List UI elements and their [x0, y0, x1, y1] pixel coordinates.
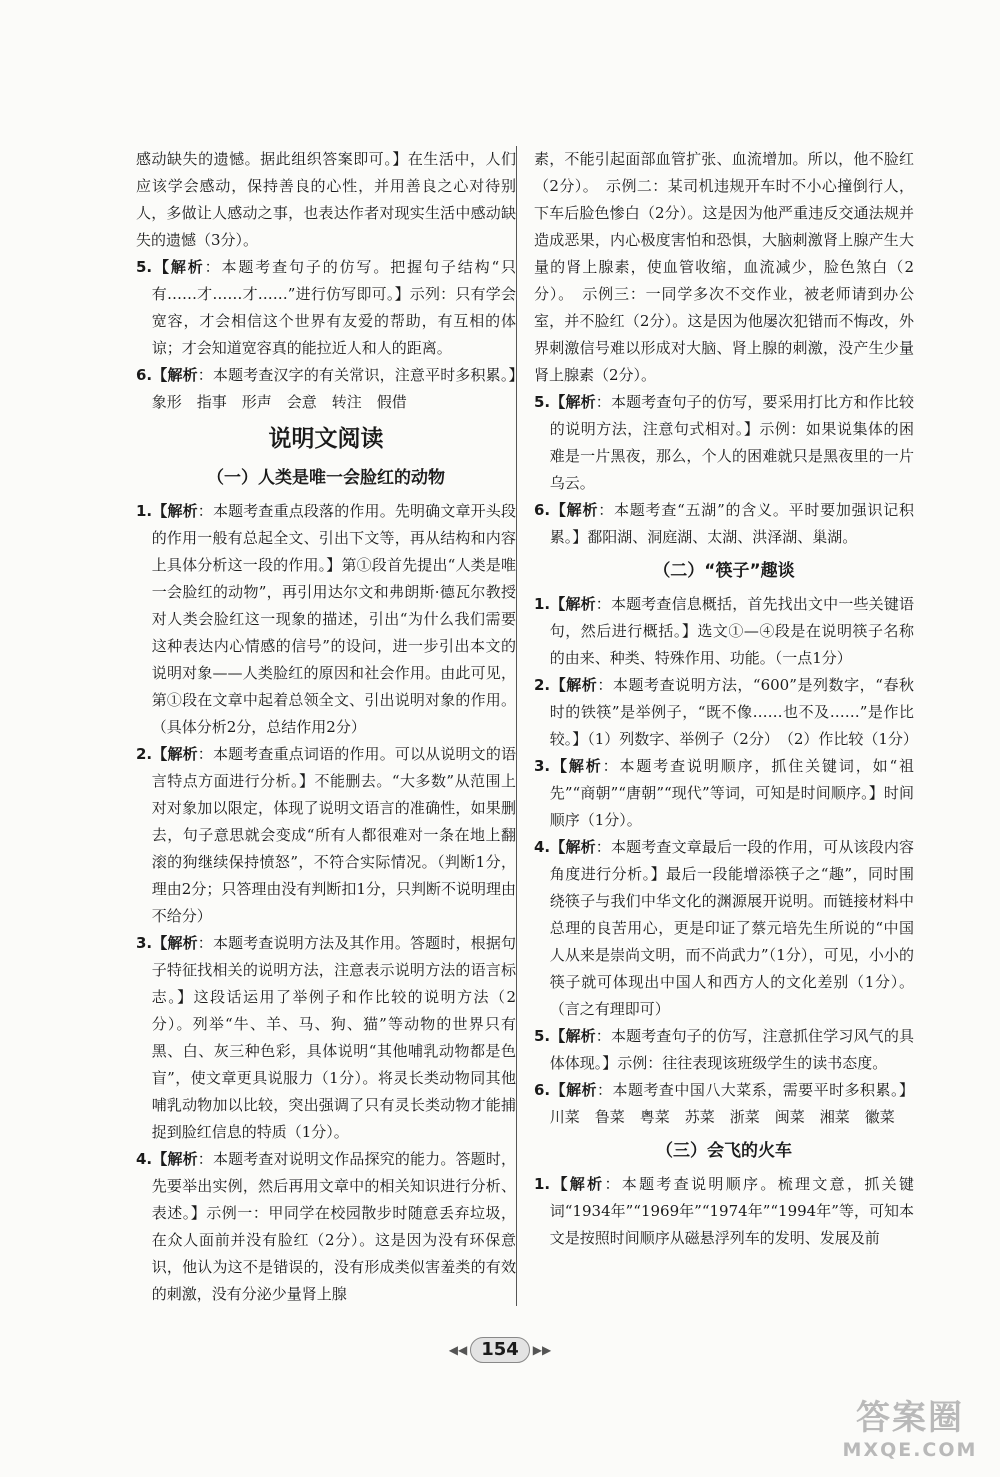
column-divider	[516, 146, 517, 1306]
item-text: ：本题考查句子的仿写。把握句子结构“只有……才……才……”进行仿写即可。】示列：只有学会宽容，才会相信这个世界有友爱的帮助，有互相的体谅；才会知道宽容真的能拉近人和人的距离。	[151, 258, 516, 357]
continued-answer: 素，不能引起面部血管扩张、血流增加。所以，他不脸红（2分）。 示例二：某司机违规开车时不小心撞倒行人，下车后脸色惨白（2分）。这是因为他严重违反交通法规并造成恶果，内心极度害怕和恐惧，大脑刺激肾上腺产生大量的肾上腺素，使血管收缩，血流减少，脸色煞白（2分）。 示例三：一同学多次不交作业，被老师请到办公室，并不脸红（2分）。这是因为他屡次犯错而不悔改，外界刺激信号难以形成对大脑、肾上腺的刺激，没产生少量肾上腺素（2分）。	[534, 150, 914, 384]
analysis-label: 【解析	[152, 502, 198, 520]
analysis-label: 【解析	[152, 745, 198, 763]
item-number: 6.	[534, 1081, 551, 1099]
item-text: ：本题考查句子的仿写，要采用打比方和作比较的说明方法，注意句式相对。】示例：如果说集体的困难是一片黑夜，那么，个人的困难就只是黑夜里的一片乌云。	[549, 393, 914, 492]
answer-item	[534, 389, 914, 497]
analysis-label: 【解析	[550, 501, 599, 519]
item-number: 4.	[534, 838, 551, 856]
analysis-label: 【解析	[550, 595, 596, 613]
item-number: 3.	[534, 757, 551, 775]
analysis-label: 【解析	[550, 1027, 596, 1045]
answer-item	[534, 497, 914, 551]
section-title: 说明文阅读	[268, 426, 384, 452]
item-text: ：本题考查信息概括，首先找出文中一些关键语句，然后进行概括。】选文①—④段是在说明筷子名称的由来、种类、特殊作用、功能。（一点1分）	[549, 595, 914, 667]
item-text: ：本题考查重点段落的作用。先明确文章开头段的作用一般有总起全文、引出下文等，再从结构和内容上具体分析这一段的作用。】第①段首先提出“人类是唯一会脸红的动物”，再引用达尔文和弗朗斯·德瓦尔教授对人类会脸红这一现象的描述，引出“为什么我们需要这种表达内心情感的信号”的设问，进一步引出本文的说明对象——人类脸红的原因和社会作用。由此可见，第①段在文章中起着总领全文、引出说明对象的作用。（具体分析2分，总结作用2分）	[151, 502, 516, 736]
answer-item	[534, 1077, 914, 1131]
answer-item	[136, 930, 516, 1146]
answer-item	[534, 753, 914, 834]
item-number: 2.	[136, 745, 153, 763]
item-text: ：本题考查说明顺序，抓住关键词，如“祖先”“商朝”“唐朝”“现代”等词，可知是时间顺序。】时间顺序（1分）。	[549, 757, 914, 829]
analysis-label: 【解析	[152, 258, 205, 276]
arrow-left-icon: ◀◀	[448, 1343, 468, 1357]
answer-item	[136, 741, 516, 930]
item-number: 5.	[534, 393, 551, 411]
analysis-label: 【解析	[152, 1150, 198, 1168]
continued-answer: 感动缺失的遗憾。据此组织答案即可。】在生活中，人们应该学会感动，保持善良的心性，并用善良之心对待别人，多做让人感动之事，也表达作者对现实生活中感动缺失的遗憾（3分）。	[136, 150, 516, 249]
item-number: 6.	[136, 366, 153, 384]
item-number: 1.	[136, 502, 153, 520]
analysis-label: 【解析	[550, 1175, 605, 1193]
page-number-badge	[448, 1335, 552, 1365]
analysis-label: 【解析	[550, 393, 596, 411]
answer-item	[136, 362, 516, 416]
item-text: ：本题考查句子的仿写，注意抓住学习风气的具体体现。】示例：往往表现该班级学生的读书态度。	[549, 1027, 914, 1072]
analysis-label: 【解析	[152, 934, 198, 952]
item-text: ：本题考查文章最后一段的作用，可从该段内容角度进行分析。】最后一段能增添筷子之“趣”，同时围绕筷子与我们中华文化的渊源展开说明。而链接材料中总理的良苦用心，更是印证了蔡元培先生所说的“中国人从来是崇尚文明，而不尚武力”（1分），可见，小小的筷子就可体现出中国人和西方人的文化差别（1分）。（言之有理即可）	[549, 838, 914, 1018]
subsection-title: （三）会飞的火车	[656, 1141, 792, 1161]
item-number: 6.	[534, 501, 551, 519]
watermark-logo	[830, 1398, 990, 1470]
answer-item	[136, 498, 516, 741]
left-column	[136, 146, 516, 1308]
item-text: ：本题考查中国八大菜系，需要平时多积累。】川菜 鲁菜 粤菜 苏菜 浙菜 闽菜 湘菜 徽菜	[549, 1081, 914, 1126]
analysis-label: 【解析	[550, 838, 596, 856]
analysis-label: 【解析	[550, 1081, 598, 1099]
item-text: ：本题考查汉字的有关常识，注意平时多积累。】象形 指事 形声 会意 转注 假借	[151, 366, 516, 411]
item-number: 5.	[534, 1027, 551, 1045]
right-column	[534, 146, 918, 1252]
answer-item	[534, 1023, 914, 1077]
item-text: ：本题考查“五湖”的含义。平时要加强识记积累。】鄱阳湖、洞庭湖、太湖、洪泽湖、巢湖。	[549, 501, 914, 546]
item-number: 1.	[534, 595, 551, 613]
item-text: ：本题考查说明方法，“600”是列数字，“春秋时的铁筷”是举例子，“既不像……也不及……”是作比较。】（1）列数字、举例子（2分） （2）作比较（1分）	[549, 676, 918, 748]
answer-item	[136, 254, 516, 362]
page-number: 154	[470, 1337, 530, 1363]
analysis-label: 【解析	[550, 676, 598, 694]
item-text: ：本题考查重点词语的作用。可以从说明文的语言特点方面进行分析。】不能删去。“大多数”从范围上对对象加以限定，体现了说明文语言的准确性，如果删去，句子意思就会变成“所有人都很难对一条在地上翻滚的狗继续保持愤怒”，不符合实际情况。（判断1分，理由2分；只答理由没有判断扣1分，只判断不说明理由不给分）	[151, 745, 516, 925]
item-text: ：本题考查说明顺序。梳理文意，抓关键词“1934年”“1969年”“1974年”“1994年”等，可知本文是按照时间顺序从磁悬浮列车的发明、发展及前	[549, 1175, 914, 1247]
item-text: ：本题考查说明方法及其作用。答题时，根据句子特征找相关的说明方法，注意表示说明方法的语言标志。】这段话运用了举例子和作比较的说明方法（2分）。列举“牛、羊、马、狗、猫”等动物的世界只有黑、白、灰三种色彩，具体说明“其他哺乳动物都是色盲”，使文章更具说服力（1分）。将灵长类动物同其他哺乳动物加以比较，突出强调了只有灵长类动物才能捕捉到脸红信息的特质（1分）。	[151, 934, 516, 1141]
item-number: 1.	[534, 1175, 551, 1193]
item-number: 2.	[534, 676, 551, 694]
item-text: ：本题考查对说明文作品探究的能力。答题时，先要举出实例，然后再用文章中的相关知识进行分析、表述。】示例一：甲同学在校园散步时随意丢弃垃圾，在众人面前并没有脸红（2分）。这是因为没有环保意识，他认为这不是错误的，没有形成类似害羞类的有效的刺激，没有分泌少量肾上腺	[151, 1150, 516, 1303]
item-number: 5.	[136, 258, 153, 276]
answer-item	[534, 591, 914, 672]
answer-item	[136, 1146, 516, 1308]
subsection-title: （二）“筷子”趣谈	[653, 561, 795, 581]
subsection-title: （一）人类是唯一会脸红的动物	[207, 468, 445, 488]
analysis-label: 【解析	[550, 757, 603, 775]
analysis-label: 【解析	[152, 366, 198, 384]
arrow-right-icon: ▶▶	[532, 1343, 552, 1357]
answer-item	[534, 1171, 914, 1252]
item-number: 4.	[136, 1150, 153, 1168]
watermark-main: 答案圈	[856, 1398, 964, 1438]
watermark-url: MXQE.COM	[842, 1439, 978, 1461]
answer-item	[534, 672, 918, 753]
item-number: 3.	[136, 934, 153, 952]
answer-item	[534, 834, 914, 1023]
